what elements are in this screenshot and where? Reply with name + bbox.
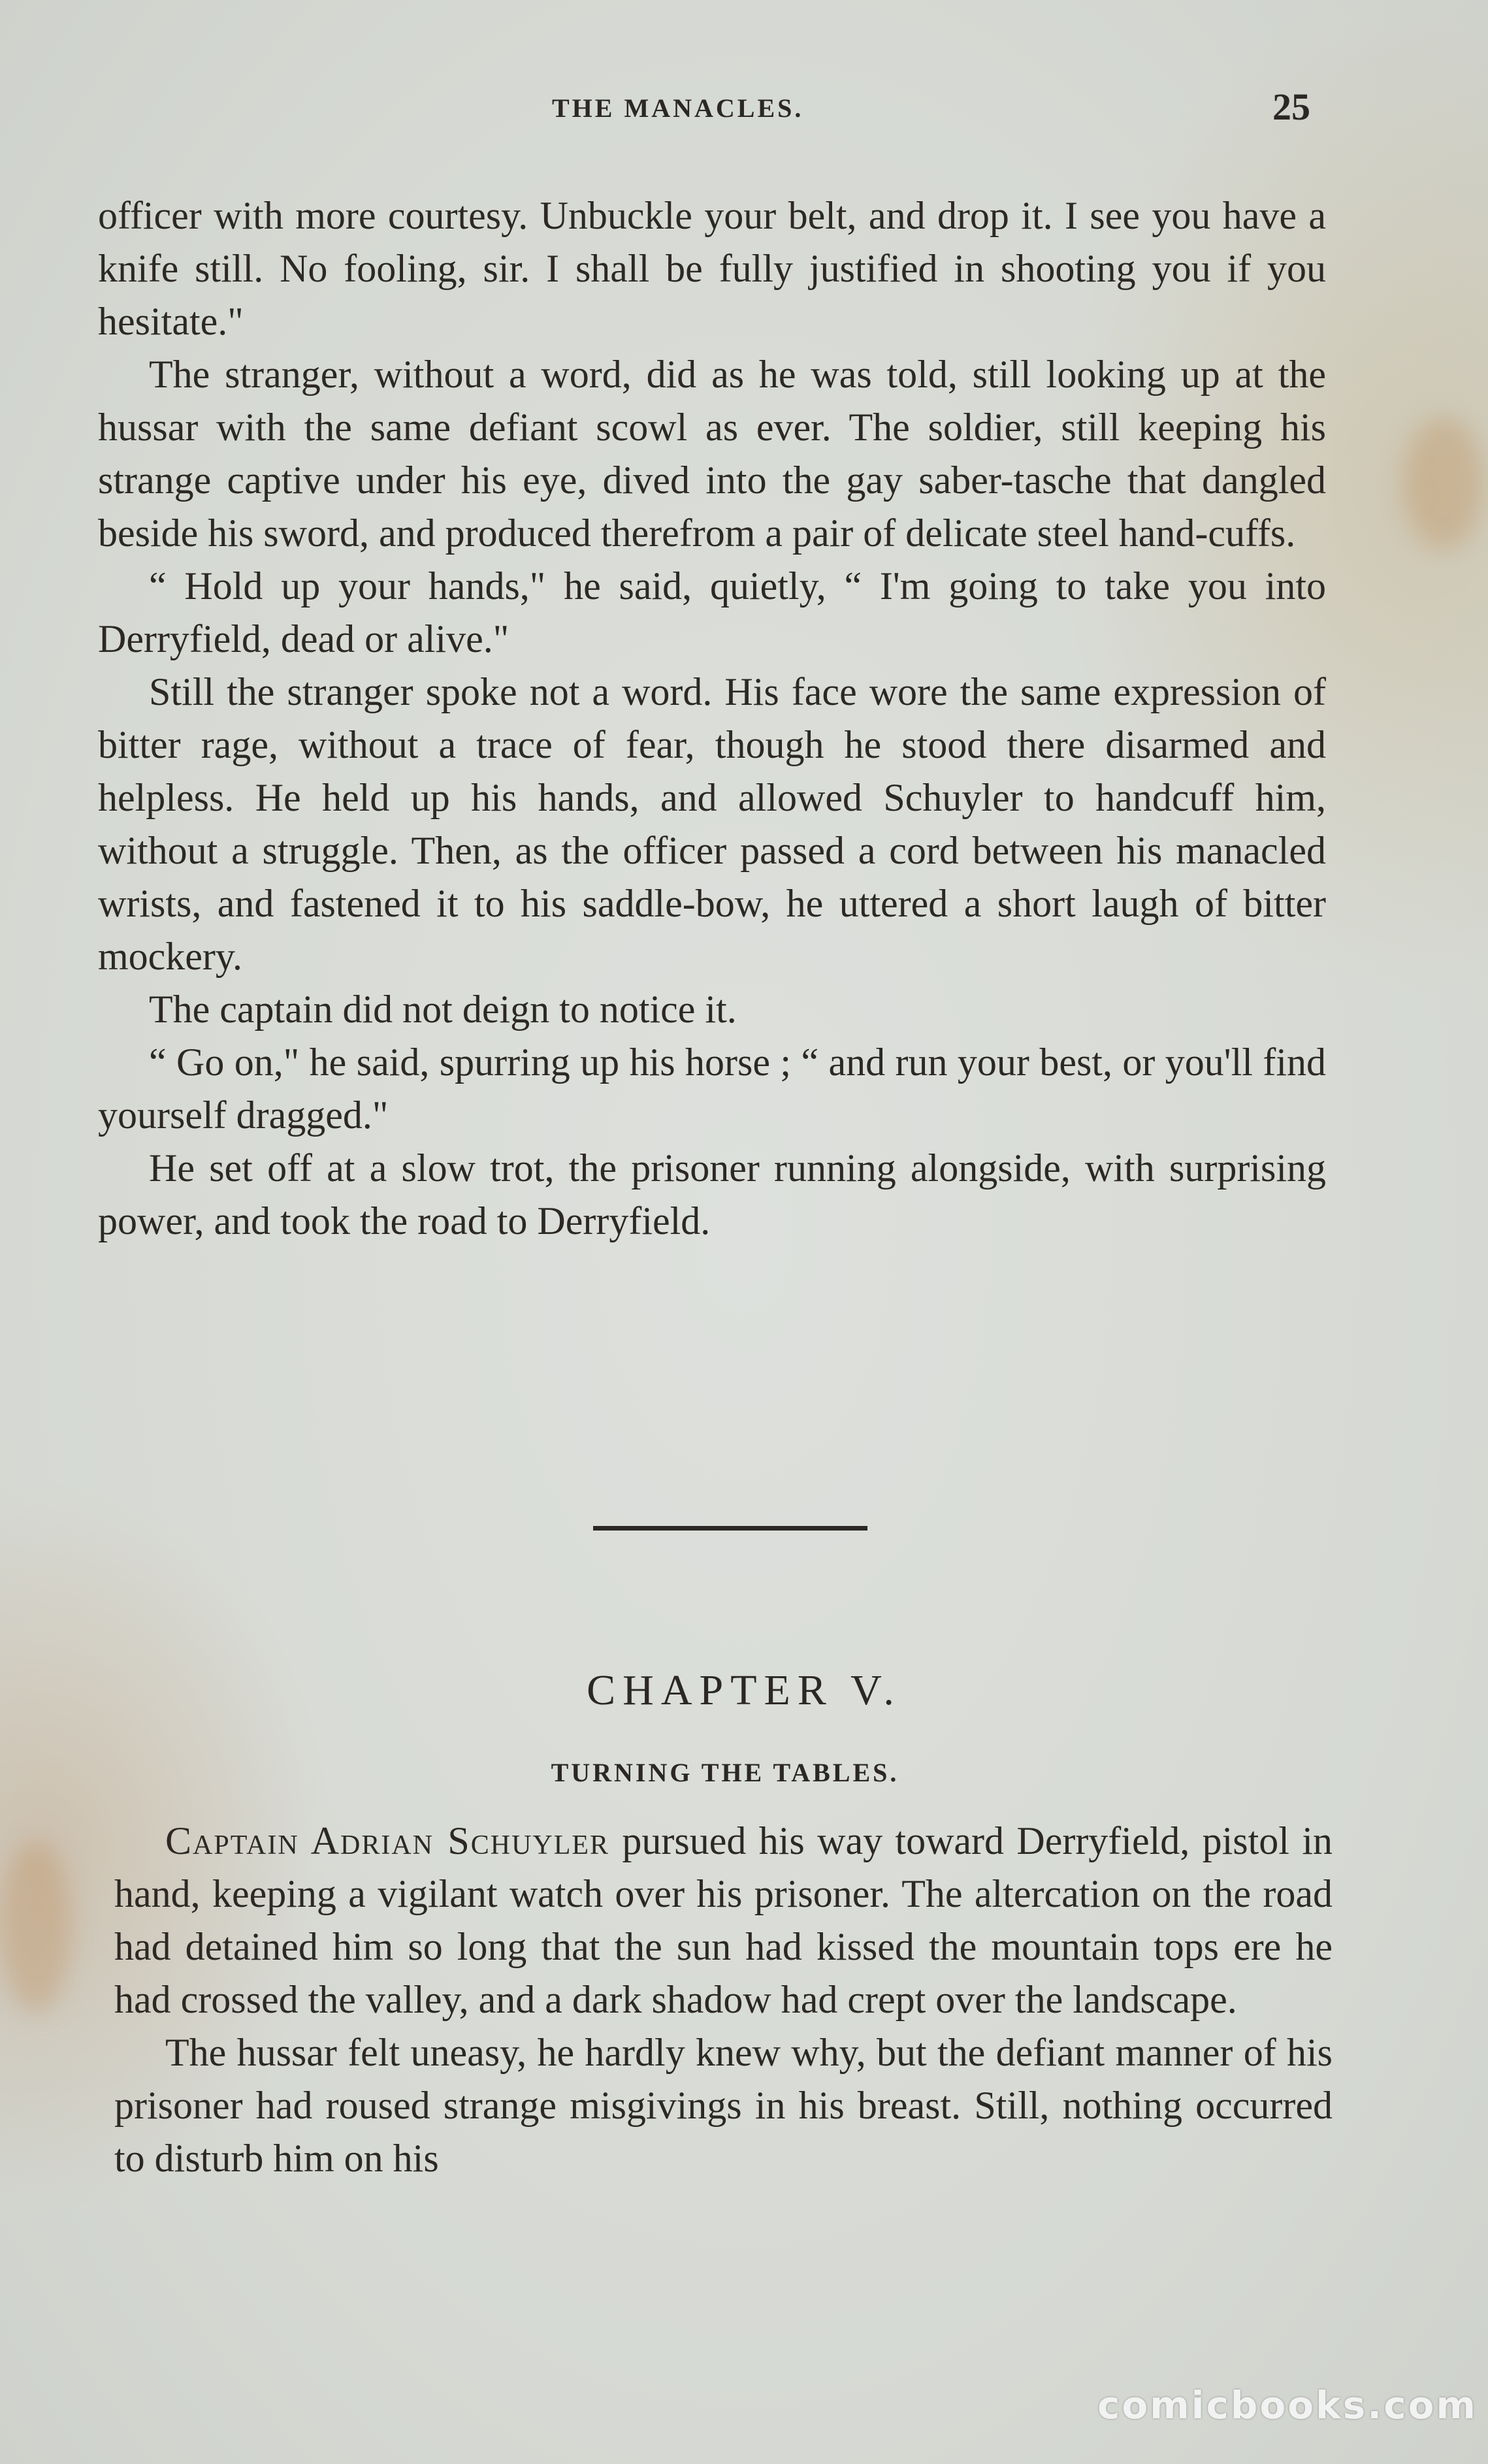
paragraph: “ Go on," he said, spurring up his horse ; “ and run your best, or you'll find yourself dragged." [98, 1041, 1326, 1137]
paragraph [114, 1815, 1333, 2026]
paper-stain [1404, 418, 1483, 549]
paragraph: The captain did not deign to notice it. [149, 988, 737, 1031]
chapter-subtitle: TURNING THE TABLES. [551, 1758, 899, 1787]
section-rule [593, 1526, 867, 1531]
page-number: 25 [1272, 86, 1310, 128]
page-header [0, 85, 1488, 137]
paragraph: The stranger, without a word, did as he was told, still looking up at the hussar with the same defiant scowl as ever. The soldier, still keeping his strange captive under his eye, dived into the gay saber-tasche that dangled beside his sword, and produced therefrom a pair of delicate steel hand-cuffs. [98, 353, 1326, 555]
paragraph-text: pursued his way toward Derryfield, pistol in hand, keeping a vigilant watch over his prisoner. The altercation on the road had detained him so long that the sun had kissed the mountain tops ere he had crossed the valley, and a dark shadow had crept over the landscape. [114, 1819, 1333, 2021]
running-head: THE MANACLES. [552, 93, 804, 123]
watermark: comicbooks.com [1097, 2383, 1478, 2427]
paragraph: The hussar felt uneasy, he hardly knew why, but the defiant manner of his prisoner had roused strange misgivings in his breast. Still, nothing occurred to disturb him on his [114, 2031, 1333, 2180]
paper-stain [0, 1842, 72, 2012]
paragraph: Still the stranger spoke not a word. His face wore the same expression of bitter rage, without a trace of fear, though he stood there disarmed and helpless. He held up his hands, and allowed Schuyler to handcuff him, without a struggle. Then, as the officer passed a cord between his manacled wrists, and fastened it to his saddle-bow, he uttered a short laugh of bitter mockery. [98, 670, 1326, 978]
body-text-top [98, 189, 1326, 1248]
lead-name: Captain Adrian Schuyler [165, 1819, 610, 1862]
body-text-bottom [114, 1815, 1333, 2185]
paragraph: “ Hold up your hands," he said, quietly, “ I'm going to take you into Derryfield, dead or alive." [98, 564, 1326, 660]
chapter-title: CHAPTER V. [587, 1666, 901, 1714]
paragraph: officer with more courtesy. Unbuckle your belt, and drop it. I see you have a knife still. No fooling, sir. I shall be fully justified in shooting you if you hesitate." [98, 194, 1326, 343]
paragraph: He set off at a slow trot, the prisoner running alongside, with surprising power, and took the road to Derryfield. [98, 1146, 1326, 1242]
